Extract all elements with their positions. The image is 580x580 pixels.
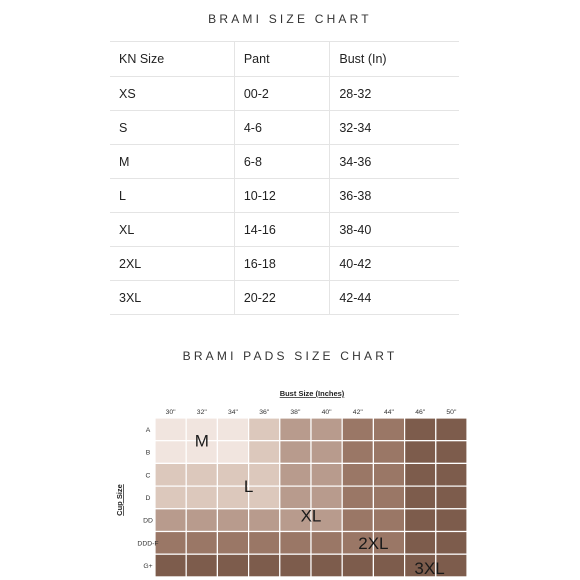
x-tick-label: 44" — [384, 409, 394, 416]
grid-cell — [342, 554, 373, 577]
grid-cell — [373, 441, 404, 464]
grid-cell — [155, 418, 186, 441]
table-cell: M — [110, 145, 234, 179]
grid-cell — [311, 554, 342, 577]
grid-cell — [405, 441, 436, 464]
grid-cell — [342, 509, 373, 532]
grid-cell — [249, 532, 280, 555]
x-tick-label: 30" — [165, 409, 176, 416]
grid-cell — [280, 554, 311, 577]
column-header-pant: Pant — [234, 42, 330, 77]
grid-cell — [217, 532, 248, 555]
grid-cell — [405, 418, 436, 441]
pad-size-label: XL — [300, 506, 322, 526]
x-tick-label: 40" — [321, 409, 332, 416]
grid-cell — [280, 463, 311, 486]
table-cell: 28-32 — [330, 77, 459, 111]
grid-cell — [280, 486, 311, 509]
x-tick-label: 46" — [415, 409, 426, 416]
grid-cell — [280, 441, 311, 464]
grid-cell — [405, 463, 436, 486]
y-tick-label: G+ — [143, 563, 153, 571]
y-tick-label: DDD-F — [137, 540, 159, 548]
pad-size-label: L — [243, 477, 254, 497]
table-cell: 16-18 — [234, 247, 330, 281]
x-tick-label: 36" — [259, 409, 270, 416]
x-tick-label: 32" — [196, 409, 207, 416]
y-axis-title: Cup Size — [115, 484, 124, 516]
grid-cell — [155, 463, 186, 486]
grid-cell — [186, 463, 217, 486]
y-tick-label: A — [145, 426, 151, 434]
y-tick-label: D — [145, 494, 151, 502]
grid-cell — [311, 418, 342, 441]
grid-cell — [249, 418, 280, 441]
grid-cell — [249, 554, 280, 577]
table-cell: 3XL — [110, 281, 234, 315]
grid-cell — [186, 532, 217, 555]
grid-cell — [155, 554, 186, 577]
y-tick-label: B — [145, 449, 151, 457]
grid-cell — [405, 486, 436, 509]
grid-cell — [155, 532, 186, 555]
table-cell: 32-34 — [330, 111, 459, 145]
table-cell: 4-6 — [234, 111, 330, 145]
grid-cell — [436, 418, 467, 441]
grid-cell — [342, 418, 373, 441]
grid-cell — [217, 509, 248, 532]
column-header-bust: Bust (In) — [330, 42, 459, 77]
grid-cell — [311, 486, 342, 509]
table-cell: L — [110, 179, 234, 213]
grid-cell — [373, 509, 404, 532]
table-cell: 14-16 — [234, 213, 330, 247]
table-cell: XL — [110, 213, 234, 247]
x-tick-label: 42" — [352, 409, 363, 416]
grid-cell — [217, 418, 248, 441]
grid-cell — [155, 509, 186, 532]
grid-cell — [186, 554, 217, 577]
grid-cell — [249, 441, 280, 464]
pads-chart-title: BRAMI PADS SIZE CHART — [182, 349, 398, 363]
grid-cell — [311, 532, 342, 555]
grid-cell — [155, 486, 186, 509]
grid-cell — [342, 463, 373, 486]
table-cell: 38-40 — [330, 213, 459, 247]
column-header-kn-size: KN Size — [110, 42, 234, 77]
grid-cell — [373, 554, 404, 577]
y-tick-label: DD — [143, 517, 153, 525]
grid-cell — [311, 441, 342, 464]
grid-cell — [373, 486, 404, 509]
grid-cell — [436, 532, 467, 555]
grid-cell — [373, 418, 404, 441]
x-tick-label: 34" — [228, 409, 238, 416]
size-chart-title: BRAMI SIZE CHART — [208, 12, 372, 26]
grid-cell — [280, 532, 311, 555]
x-tick-labels — [166, 409, 457, 416]
table-cell: S — [110, 111, 234, 145]
grid-cell — [342, 486, 373, 509]
grid-cell — [436, 509, 467, 532]
table-cell: 20-22 — [234, 281, 330, 315]
x-axis-title: Bust Size (Inches) — [279, 389, 345, 398]
grid-cell — [373, 463, 404, 486]
table-cell: 42-44 — [330, 281, 459, 315]
grid-cell — [311, 463, 342, 486]
grid-cell — [186, 509, 217, 532]
grid-cell — [186, 486, 217, 509]
grid-cell — [342, 441, 373, 464]
table-cell: 6-8 — [234, 145, 330, 179]
pad-size-label: 2XL — [358, 533, 389, 553]
table-cell: 34-36 — [330, 145, 459, 179]
table-cell: 10-12 — [234, 179, 330, 213]
table-cell: XS — [110, 77, 234, 111]
table-cell: 40-42 — [330, 247, 459, 281]
grid-cell — [155, 441, 186, 464]
grid-cell — [436, 441, 467, 464]
pad-size-label: 3XL — [414, 558, 445, 578]
grid-cell — [249, 509, 280, 532]
x-tick-label: 38" — [290, 409, 301, 416]
table-cell: 2XL — [110, 247, 234, 281]
y-tick-label: C — [145, 472, 151, 480]
grid-cell — [436, 486, 467, 509]
x-tick-label: 50" — [446, 409, 457, 416]
grid-cell — [436, 463, 467, 486]
grid-cell — [405, 532, 436, 555]
grid-cell — [217, 554, 248, 577]
grid-cell — [405, 509, 436, 532]
grid-cell — [280, 418, 311, 441]
grid-cell — [217, 441, 248, 464]
table-cell: 36-38 — [330, 179, 459, 213]
table-cell: 00-2 — [234, 77, 330, 111]
pad-size-label: M — [194, 431, 209, 451]
